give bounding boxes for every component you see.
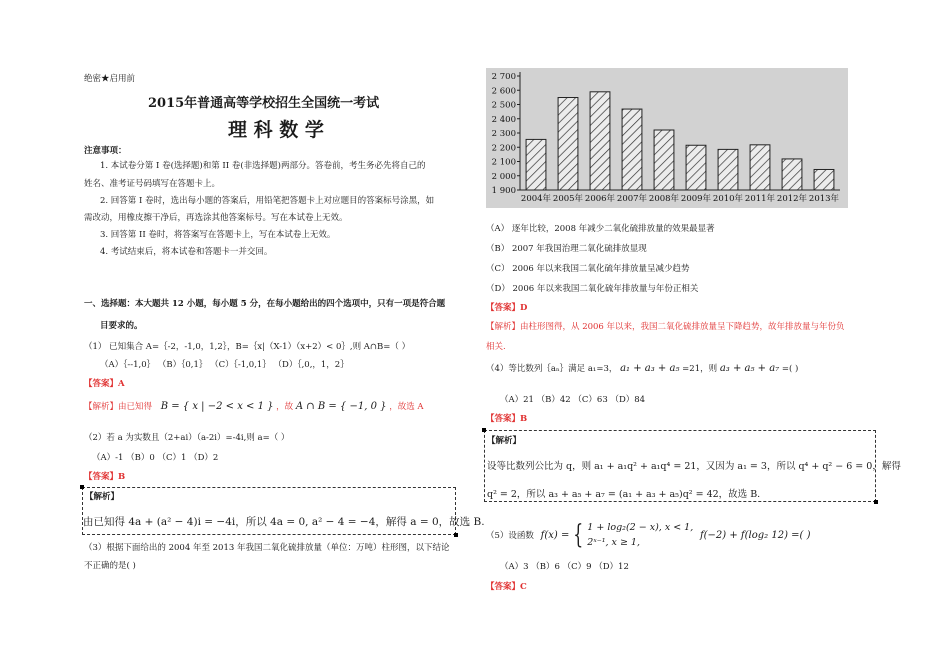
exam-title: 2015年普通高等学校招生全国统一考试 <box>148 96 380 111</box>
q4-analysis-line2: q² = 2，所以 a₃ + a₅ + a₇ = (a₁ + a₃ + a₅)q² = 42，故选 B. <box>487 489 761 500</box>
q5-fx: f(x) = <box>540 529 570 541</box>
x-tick-label: 2010年 <box>712 194 744 204</box>
q5-brace: { <box>573 520 584 550</box>
q5-stem-pre: （5）设函数 <box>486 531 534 541</box>
q5-cases <box>587 520 693 550</box>
q4-stem-sum2: a₃ + a₅ + a₇ <box>719 363 780 374</box>
q4-stem <box>486 362 798 374</box>
q4-stem-mid: =21，则 <box>682 364 718 374</box>
bar-2004年 <box>526 139 546 190</box>
notice-item-3: 3. 回答第 II 卷时，将答案写在答题卡上，写在本试卷上无效。 <box>100 230 336 240</box>
section-heading: 一、选择题：本大题共 12 小题，每小题 5 分，在每小题给出的四个选项中，只有一项是符合题 <box>84 299 446 309</box>
bar-2013年 <box>814 169 834 190</box>
q3-stem: （3）根据下面给出的 2004 年至 2013 年我国二氧化硫排放量（单位：万吨）柱形图，以下结论 <box>84 543 450 553</box>
q4-options: （A）21 （B）42 （C）63 （D）84 <box>500 395 646 405</box>
q4-analysis-label: 【解析】 <box>487 436 522 446</box>
notice-item-1: 1. 本试卷分第 I 卷(选择题)和第 II 卷(非选择题)两部分。答卷前，考生务必先将自己的 <box>100 161 426 171</box>
q1-analysis-set-b: B = { x | −2 < x < 1 } <box>160 401 274 412</box>
x-tick-label: 2004年 <box>520 194 552 204</box>
q5-stem <box>486 520 811 550</box>
q1-analysis-end: ，故选 A <box>389 402 424 412</box>
q5-answer: 【答案】C <box>486 582 527 592</box>
q2-analysis-text: 由已知得 4a + (a² − 4)i = −4i，所以 4a = 0, a² − 4 = −4，解得 a = 0，故选 B. <box>83 516 485 528</box>
bar-2005年 <box>558 98 578 190</box>
y-tick-label: 2 500 <box>491 100 516 111</box>
bar-2011年 <box>750 145 770 190</box>
q3-option-b: （B） 2007 年我国治理二氧化硫排放显现 <box>486 244 647 254</box>
q3-stem-cont: 不正确的是( ) <box>84 561 136 571</box>
q2-answer: 【答案】B <box>84 472 126 482</box>
confidential-label: 绝密★启用前 <box>84 74 136 84</box>
q1-analysis-intersection: A ∩ B = { −1, 0 } <box>295 401 387 412</box>
notice-item-2-cont: 需改动，用橡皮擦干净后，再选涂其他答案标号。写在本试卷上无效。 <box>84 213 348 223</box>
x-tick-label: 2011年 <box>744 194 776 204</box>
q3-analysis: 【解析】由柱形图得，从 2006 年以来，我国二氧化硫排放量呈下降趋势，故年排放量与年份负 <box>486 322 845 332</box>
notice-item-2: 2. 回答第 I 卷时，选出每小题的答案后，用铅笔把答题卡上对应题目的答案标号涂黑，如 <box>100 196 435 206</box>
y-tick-label: 2 200 <box>491 143 516 154</box>
q5-case-2: 2ˣ⁻¹, x ≥ 1, <box>587 537 640 548</box>
bar-2012年 <box>782 159 802 190</box>
q5-case-1: 1 + log₂(2 − x), x < 1, <box>587 522 694 533</box>
q4-answer: 【答案】B <box>486 414 528 424</box>
q3-answer: 【答案】D <box>486 303 528 313</box>
bar-2008年 <box>654 130 674 190</box>
q1-options: （A）｛--1,0｝ （B）｛0,1｝ （C）｛-1,0,1｝ （D）｛,0,，1，2｝ <box>100 360 349 370</box>
q3-analysis-cont: 相关. <box>486 342 506 352</box>
notice-item-1-cont: 姓名、准考证号码填写在答题卡上。 <box>84 179 221 189</box>
y-tick-label: 2 600 <box>491 86 516 97</box>
chart-canvas <box>486 68 848 208</box>
x-tick-label: 2012年 <box>776 194 808 204</box>
q4-stem-sum1: a₁ + a₃ + a₅ <box>620 363 680 374</box>
q5-stem-end: f(−2) + f(log₂ 12) =( ) <box>699 529 811 541</box>
q4-analysis-line1: 设等比数列公比为 q，则 a₁ + a₁q² + a₁q⁴ = 21，又因为 a₁ = 3，所以 q⁴ + q² − 6 = 0，解得 <box>487 461 901 472</box>
x-tick-label: 2007年 <box>616 194 648 204</box>
q1-analysis-mid: ，故 <box>276 402 294 412</box>
x-tick-label: 2009年 <box>680 194 712 204</box>
q3-option-a: （A） 逐年比较，2008 年减少二氧化硫排放量的效果最显著 <box>486 224 715 234</box>
x-tick-label: 2005年 <box>552 194 584 204</box>
q4-stem-pre: （4）等比数列｛aₙ｝满足 a₁=3， <box>486 364 618 374</box>
y-tick-label: 2 000 <box>491 171 516 182</box>
x-tick-label: 2013年 <box>808 194 840 204</box>
y-tick-label: 2 300 <box>491 129 516 139</box>
q3-option-d: （D） 2006 年以来我国二氧化硫年排放量与年份正相关 <box>486 284 699 294</box>
notice-heading: 注意事项： <box>84 146 127 156</box>
notice-item-4: 4. 考试结束后，将本试卷和答题卡一并交回。 <box>100 247 273 257</box>
q5-options: （A）3 （B）6 （C）9 （D）12 <box>500 562 629 572</box>
q1-answer: 【答案】A <box>84 379 125 389</box>
bar-2007年 <box>622 109 642 190</box>
bar-2010年 <box>718 149 738 190</box>
q2-options: （A）-1 （B）0 （C）1 （D）2 <box>92 453 219 463</box>
q4-stem-end: =( ) <box>781 364 799 374</box>
x-tick-label: 2008年 <box>648 194 680 204</box>
x-tick-label: 2006年 <box>584 194 616 204</box>
q2-analysis-box <box>82 487 485 535</box>
q1-analysis-label: 【解析】由已知得 <box>84 402 153 412</box>
q2-analysis-label: 【解析】 <box>85 492 120 502</box>
y-tick-label: 2 100 <box>491 157 516 168</box>
bar-2009年 <box>686 145 706 190</box>
section-heading-cont: 目要求的。 <box>100 321 143 331</box>
exam-subject: 理 科 数 学 <box>228 119 324 141</box>
q1-analysis <box>84 400 424 412</box>
y-tick-label: 2 700 <box>491 72 516 82</box>
q2-stem: （2）若 a 为实数且（2+ai）（a-2i）=-4i,则 a=（ ） <box>84 433 290 443</box>
so2-bar-chart <box>486 68 848 208</box>
bar-2006年 <box>590 92 610 190</box>
y-tick-label: 1 900 <box>491 186 516 196</box>
q4-analysis-box <box>484 430 901 502</box>
q3-option-c: （C） 2006 年以来我国二氧化硫年排放量呈减少趋势 <box>486 264 690 274</box>
y-tick-label: 2 400 <box>491 114 516 125</box>
q1-stem: （1） 已知集合 A=｛-2，-1,0，1,2｝，B=｛x|（X-1）（x+2）< 0｝,则 A∩B=（ ） <box>84 342 411 352</box>
